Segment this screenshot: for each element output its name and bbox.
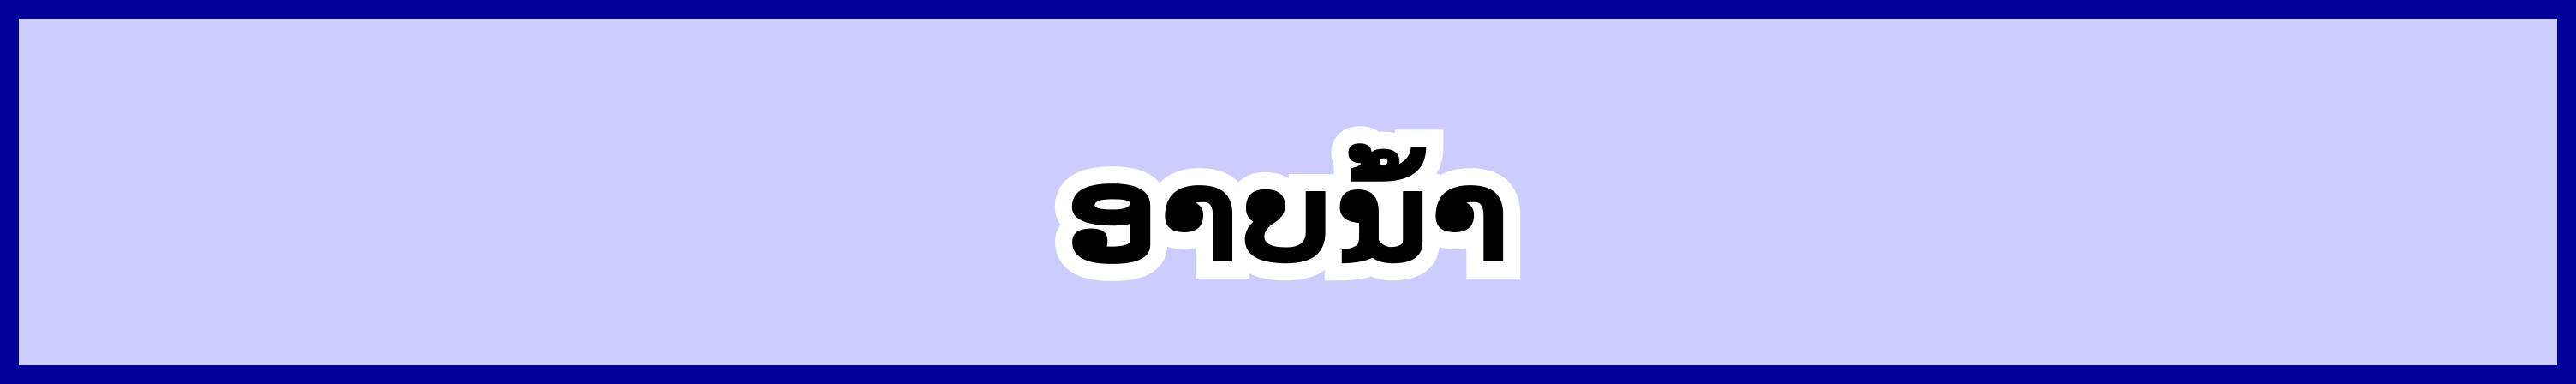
banner-title: ອາບນ້ໍາ <box>1064 143 1512 292</box>
banner-label-container <box>19 19 2557 365</box>
